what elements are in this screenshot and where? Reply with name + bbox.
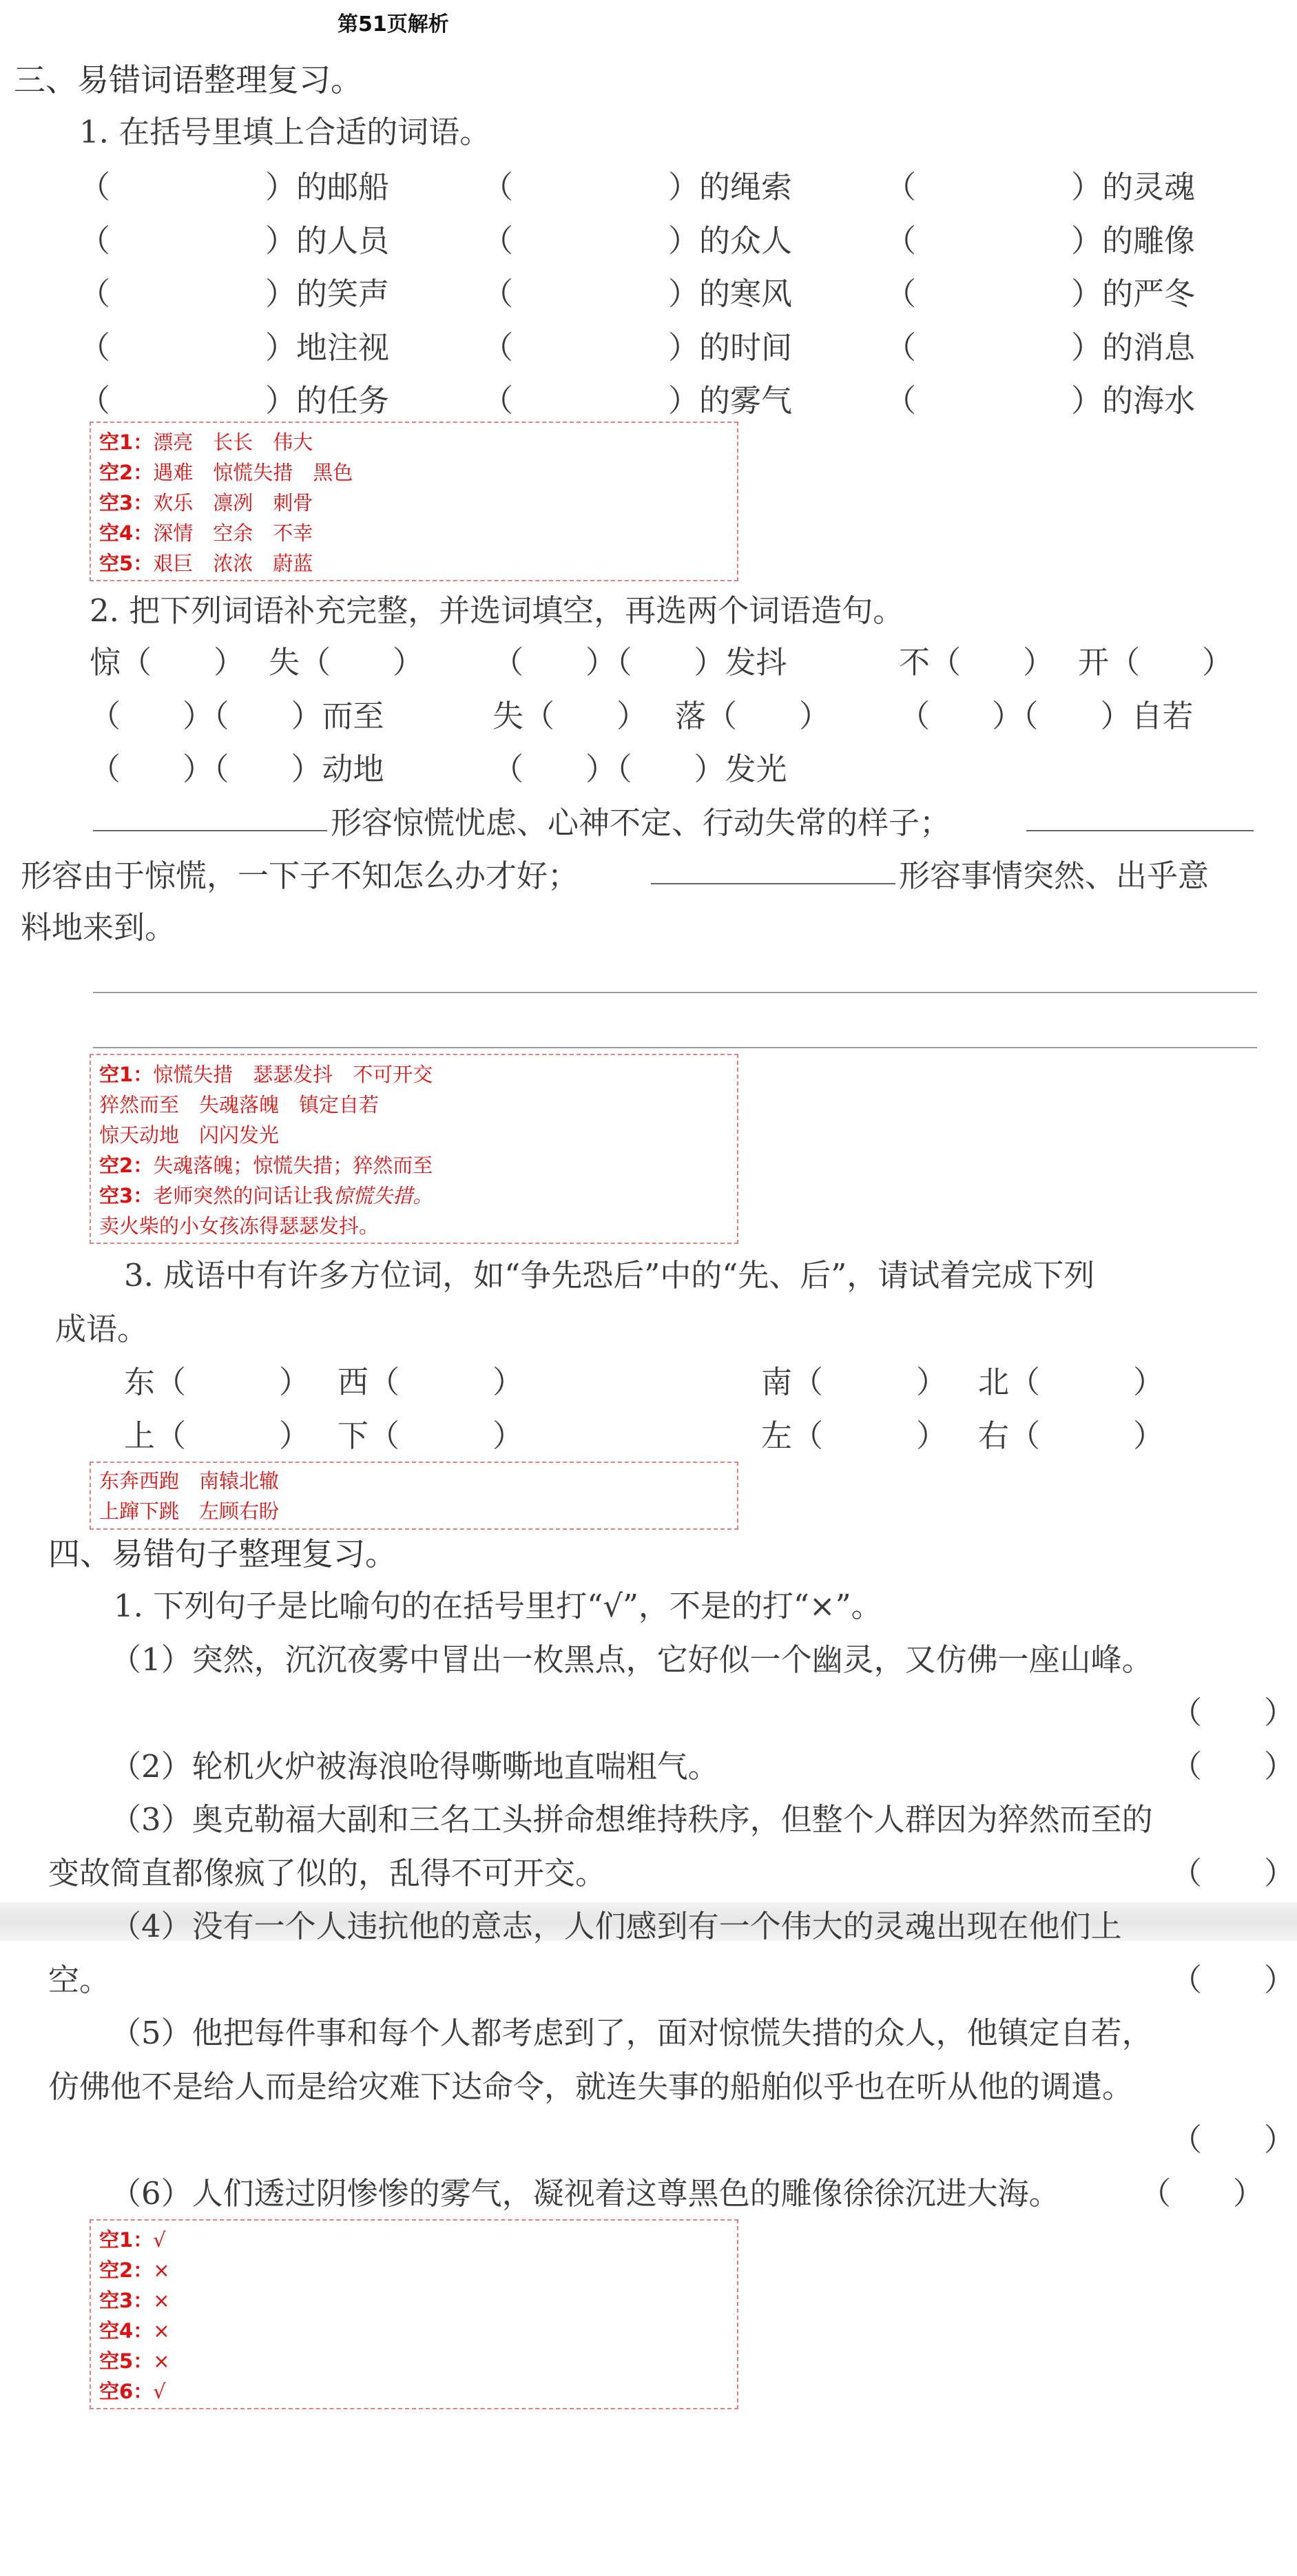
q3-item: 南（ ）	[761, 1364, 948, 1400]
answer-paren: （ ）	[79, 276, 297, 312]
answer-paren: （ ）	[482, 329, 700, 366]
q1-word-cell	[482, 269, 792, 313]
q1-word: 的众人	[699, 222, 793, 259]
answer-line: 空4：深情 空余 不幸	[99, 521, 313, 545]
answer-paren: （ ）	[1171, 1694, 1296, 1731]
page-header: 第51页解析	[338, 12, 449, 37]
sentence-5-cont: 仿佛他不是给人而是给灾难下达命令，就连失事的船舶似乎也在听从他的调遣。	[48, 2068, 1134, 2105]
answer-line: 空3：×	[99, 2289, 170, 2312]
q2-fill-text: 形容惊慌忧虑、心神不定、行动失常的样子；	[331, 804, 951, 841]
q3-item: 右（ ）	[978, 1417, 1165, 1454]
sentence-4: （4）没有一个人违抗他的意志，人们感到有一个伟大的灵魂出现在他们上	[110, 1908, 1122, 1944]
q1-word: 的消息	[1102, 329, 1196, 366]
q1-word-cell	[482, 322, 792, 367]
answer-line: 空3：老师突然的问话让我惊慌失措。	[99, 1184, 433, 1207]
q1-word-cell	[79, 269, 389, 313]
answer-line: 空4：×	[99, 2319, 170, 2343]
answer-paren: （ ）	[79, 222, 297, 259]
q2-word: （ ）（ ）自若	[899, 698, 1194, 734]
q2-word: （ ）（ ）动地	[90, 751, 384, 787]
q1-word: 的雾气	[699, 382, 793, 419]
sentence-3-cont: 变故简直都像疯了似的，乱得不可开交。	[48, 1855, 607, 1891]
answer-paren: （ ）	[1171, 1748, 1296, 1785]
q2-word: 失（ ）	[269, 644, 424, 681]
q1-word: 的灵魂	[1102, 169, 1196, 205]
q2-answer-box	[90, 1054, 738, 1244]
q1-word: 的时间	[699, 329, 793, 366]
q1-word-cell	[885, 269, 1195, 313]
fill-blank	[93, 830, 327, 831]
q1-word-cell	[79, 162, 389, 207]
q1-word: 的邮船	[296, 169, 390, 205]
q3-item: 左（ ）	[761, 1417, 948, 1454]
q2-prompt: 2. 把下列词语补充完整，并选词填空，再选两个词语造句。	[90, 592, 904, 629]
sentence-1: （1）突然，沉沉夜雾中冒出一枚黑点，它好似一个幽灵，又仿佛一座山峰。	[110, 1641, 1153, 1678]
answer-paren: （ ）	[482, 382, 700, 419]
q1-word-cell	[79, 216, 389, 260]
q2-word: 不（ ）	[899, 644, 1055, 681]
q1-word: 的绳索	[699, 169, 793, 205]
q1-word: 地注视	[296, 329, 390, 366]
writing-line	[93, 992, 1257, 993]
answer-line: 空1：√	[99, 2228, 166, 2252]
q3-item: 上（ ）	[124, 1417, 311, 1454]
q2-word: 落（ ）	[675, 698, 831, 734]
q1-word-cell	[885, 322, 1195, 367]
q1-word: 的人员	[296, 222, 390, 259]
answer-line: 东奔西跑 南辕北辙	[99, 1469, 280, 1493]
q3-answer-box	[90, 1462, 738, 1530]
q1-word-cell	[885, 162, 1195, 207]
answer-paren: （ ）	[79, 329, 297, 366]
q1-word-cell	[885, 375, 1195, 420]
answer-paren: （ ）	[885, 382, 1103, 419]
q2-fill-text: 形容由于惊慌，一下子不知怎么办才好；	[21, 858, 579, 894]
answer-line: 空5：×	[99, 2349, 170, 2373]
answer-line: 空6：√	[99, 2380, 166, 2403]
q2-word: （ ）（ ）而至	[90, 698, 384, 734]
answer-line: 空1：惊慌失措 瑟瑟发抖 不可开交	[99, 1063, 433, 1086]
q2-fill-text: 形容事情突然、出乎意	[899, 858, 1210, 894]
q2-word: 惊（ ）	[90, 644, 245, 681]
answer-paren: （ ）	[885, 169, 1103, 205]
fill-blank	[1026, 830, 1254, 831]
answer-paren: （ ）	[482, 169, 700, 205]
fill-blank	[651, 883, 895, 884]
answer-line: 空3：欢乐 凛冽 刺骨	[99, 491, 313, 515]
q2-word: （ ）（ ）发光	[492, 751, 787, 787]
answer-paren: （ ）	[885, 276, 1103, 312]
answer-line: 卖火柴的小女孩冻得瑟瑟发抖。	[99, 1214, 380, 1238]
q2-word: 开（ ）	[1078, 644, 1234, 681]
answer-paren: （ ）	[1140, 2175, 1265, 2212]
q1-word-cell	[482, 216, 792, 260]
sentence-6: （6）人们透过阴惨惨的雾气，凝视着这尊黑色的雕像徐徐沉进大海。	[110, 2175, 1060, 2212]
sentence-3: （3）奥克勒福大副和三名工头拼命想维持秩序，但整个人群因为猝然而至的	[110, 1801, 1153, 1838]
q1-word-cell	[79, 322, 389, 367]
section-3-title: 三、易错词语整理复习。	[14, 61, 362, 98]
q1-word: 的寒风	[699, 276, 793, 312]
sentence-2: （2）轮机火炉被海浪呛得嘶嘶地直喘粗气。	[110, 1748, 719, 1785]
q1-word-cell	[482, 162, 792, 207]
answer-line: 上蹿下跳 左顾右盼	[99, 1499, 280, 1523]
answer-paren: （ ）	[482, 222, 700, 259]
answer-line: 空2：×	[99, 2258, 170, 2282]
q2-fill-text: 料地来到。	[21, 909, 176, 946]
answer-line: 猝然而至 失魂落魄 镇定自若	[99, 1093, 380, 1116]
s4-q1-prompt: 1. 下列句子是比喻句的在括号里打“√”，不是的打“×”。	[114, 1588, 882, 1624]
q1-word: 的笑声	[296, 276, 390, 312]
answer-paren: （ ）	[1171, 1855, 1296, 1891]
q3-item: 下（ ）	[338, 1417, 524, 1454]
q1-word: 的雕像	[1102, 222, 1196, 259]
q1-word: 的严冬	[1102, 276, 1196, 312]
section-4-title: 四、易错句子整理复习。	[48, 1535, 397, 1572]
answer-paren: （ ）	[482, 276, 700, 312]
q2-word: 失（ ）	[492, 698, 648, 734]
q3-item: 西（ ）	[338, 1364, 524, 1400]
answer-paren: （ ）	[885, 222, 1103, 259]
sentence-5: （5）他把每件事和每个人都考虑到了，面对惊慌失措的众人，他镇定自若，	[110, 2015, 1153, 2051]
q1-prompt: 1. 在括号里填上合适的词语。	[79, 114, 491, 150]
answer-line: 空2：失魂落魄；惊慌失措；猝然而至	[99, 1154, 433, 1177]
answer-paren: （ ）	[1171, 2121, 1296, 2158]
writing-line	[93, 1047, 1257, 1048]
answer-paren: （ ）	[79, 382, 297, 419]
s4-answer-box	[90, 2219, 738, 2409]
answer-line: 惊天动地 闪闪发光	[99, 1123, 280, 1147]
answer-line: 空1：漂亮 长长 伟大	[99, 430, 313, 454]
q3-prompt: 3. 成语中有许多方位词，如“争先恐后”中的“先、后”，请试着完成下列	[124, 1257, 1095, 1294]
answer-paren: （ ）	[79, 169, 297, 205]
q1-word-cell	[885, 216, 1195, 260]
sentence-4-cont: 空。	[48, 1962, 111, 1998]
q3-prompt-cont: 成语。	[55, 1311, 149, 1347]
q2-word: （ ）（ ）发抖	[492, 644, 787, 681]
q1-word-cell	[79, 375, 389, 420]
q1-word: 的海水	[1102, 382, 1196, 419]
q1-answer-box	[90, 422, 738, 581]
answer-paren: （ ）	[885, 329, 1103, 366]
q3-item: 北（ ）	[978, 1364, 1165, 1400]
answer-paren: （ ）	[1171, 1962, 1296, 1998]
q1-word-cell	[482, 375, 792, 420]
q1-word: 的任务	[296, 382, 390, 419]
answer-line: 空5：艰巨 浓浓 蔚蓝	[99, 552, 313, 575]
answer-line: 空2：遇难 惊慌失措 黑色	[99, 461, 353, 484]
q3-item: 东（ ）	[124, 1364, 311, 1400]
